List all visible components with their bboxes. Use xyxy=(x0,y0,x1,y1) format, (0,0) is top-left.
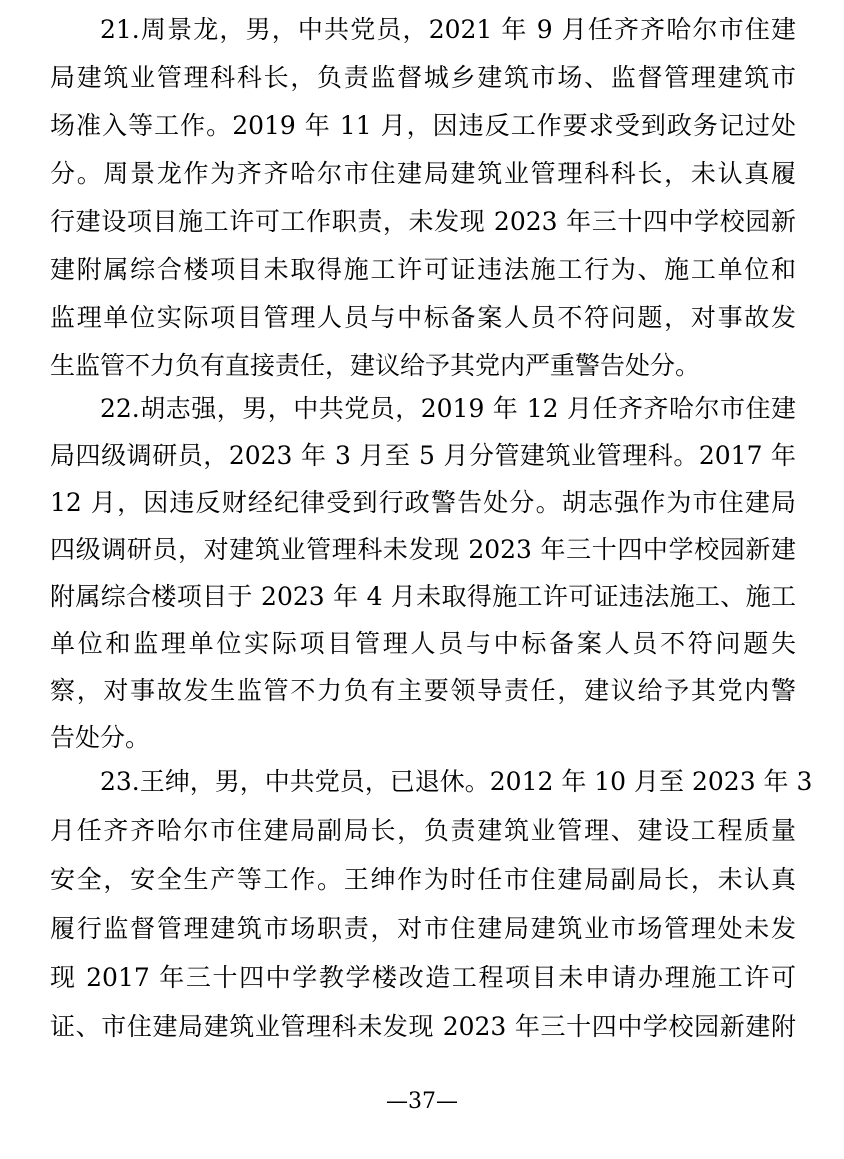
text-line: 场准入等工作。2019 年 11 月，因违反工作要求受到政务记过处 xyxy=(50,111,796,140)
text-line: 22.胡志强，男，中共党员，2019 年 12 月任齐齐哈尔市住建 xyxy=(100,394,796,423)
text-line: 附属综合楼项目于 2023 年 4 月未取得施工许可证违法施工、施工 xyxy=(50,582,796,611)
text-line: 建附属综合楼项目未取得施工许可证违法施工行为、施工单位和 xyxy=(50,255,796,284)
text-line: 安全，安全生产等工作。王绅作为时任市住建局副局长，未认真 xyxy=(50,865,796,894)
text-line: 单位和监理单位实际项目管理人员与中标备案人员不符问题失 xyxy=(50,629,796,658)
text-line: 月任齐齐哈尔市住建局副局长，负责建筑业管理、建设工程质量 xyxy=(50,816,796,845)
text-line: 证、市住建局建筑业管理科未发现 2023 年三十四中学校园新建附 xyxy=(50,1012,796,1041)
text-line: 局建筑业管理科科长，负责监督城乡建筑市场、监督管理建筑市 xyxy=(50,63,796,92)
text-line: 察，对事故发生监管不力负有主要领导责任，建议给予其党内警 xyxy=(50,676,796,705)
text-line: 分。周景龙作为齐齐哈尔市住建局建筑业管理科科长，未认真履 xyxy=(50,159,796,188)
text-line: 生监管不力负有直接责任，建议给予其党内严重警告处分。 xyxy=(50,351,701,380)
text-line: 行建设项目施工许可工作职责，未发现 2023 年三十四中学校园新 xyxy=(50,207,796,236)
text-line: 23.王绅，男，中共党员，已退休。2012 年 10 月至 2023 年 3 xyxy=(100,767,813,796)
text-line: 局四级调研员，2023 年 3 月至 5 月分管建筑业管理科。2017 年 xyxy=(50,441,796,470)
text-line: 履行监督管理建筑市场职责，对市住建局建筑业市场管理处未发 xyxy=(50,914,796,943)
text-line: 四级调研员，对建筑业管理科未发现 2023 年三十四中学校园新建 xyxy=(50,535,796,564)
text-line: 告处分。 xyxy=(50,723,151,752)
text-line: 现 2017 年三十四中学教学楼改造工程项目未申请办理施工许可 xyxy=(50,963,796,992)
page-number: —37— xyxy=(386,1089,458,1114)
text-line: 21.周景龙，男，中共党员，2021 年 9 月任齐齐哈尔市住建 xyxy=(100,15,796,44)
text-line: 监理单位实际项目管理人员与中标备案人员不符问题，对事故发 xyxy=(50,303,796,332)
text-line: 12 月，因违反财经纪律受到行政警告处分。胡志强作为市住建局 xyxy=(50,488,796,517)
